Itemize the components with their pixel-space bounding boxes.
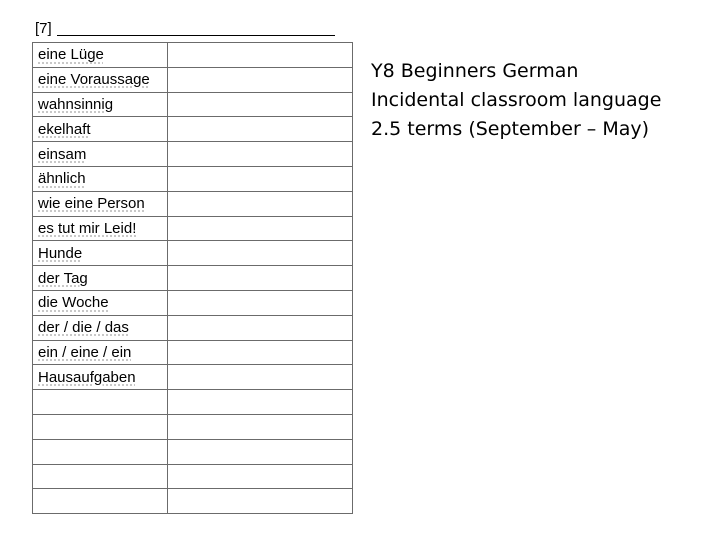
table-row: [33, 414, 353, 439]
table-row: [33, 340, 353, 365]
vocab-term: eine Voraussage: [38, 71, 150, 89]
vocab-term-cell: [33, 315, 168, 340]
vocab-term-cell: [33, 191, 168, 216]
answer-cell[interactable]: [168, 216, 353, 241]
table-row: [33, 166, 353, 191]
vocab-term-cell: [33, 489, 168, 514]
table-row: [33, 216, 353, 241]
answer-cell[interactable]: [168, 117, 353, 142]
table-row: [33, 191, 353, 216]
vocabulary-table: [32, 42, 353, 514]
answer-cell[interactable]: [168, 439, 353, 464]
vocab-term-cell: [33, 290, 168, 315]
answer-cell[interactable]: [168, 92, 353, 117]
vocab-term-cell: [33, 340, 168, 365]
table-row: [33, 464, 353, 489]
table-row: [33, 43, 353, 68]
table-row: [33, 390, 353, 415]
vocab-term-cell: [33, 266, 168, 291]
worksheet-number: [7]: [35, 20, 52, 37]
answer-cell[interactable]: [168, 290, 353, 315]
answer-cell[interactable]: [168, 43, 353, 68]
vocab-term-cell: [33, 216, 168, 241]
answer-cell[interactable]: [168, 191, 353, 216]
vocab-term-cell: [33, 67, 168, 92]
vocab-term-cell: [33, 439, 168, 464]
vocab-term-cell: [33, 142, 168, 167]
vocab-term: es tut mir Leid!: [38, 219, 137, 237]
answer-cell[interactable]: [168, 166, 353, 191]
vocab-term-cell: [33, 117, 168, 142]
vocab-term: eine Lüge: [38, 46, 104, 64]
table-row: [33, 92, 353, 117]
vocab-term-cell: [33, 241, 168, 266]
worksheet-header: [35, 16, 335, 38]
answer-cell[interactable]: [168, 142, 353, 167]
course-subtitle: Incidental classroom language: [371, 89, 662, 111]
course-title: Y8 Beginners German: [371, 60, 579, 82]
answer-cell[interactable]: [168, 489, 353, 514]
vocab-term: einsam: [38, 145, 87, 163]
table-row: [33, 142, 353, 167]
course-duration: 2.5 terms (September – May): [371, 118, 650, 140]
vocab-term: ein / eine / ein: [38, 343, 132, 361]
vocab-term-cell: [33, 166, 168, 191]
vocab-term-cell: [33, 464, 168, 489]
name-blank-line: [57, 35, 335, 36]
answer-cell[interactable]: [168, 241, 353, 266]
answer-cell[interactable]: [168, 315, 353, 340]
table-row: [33, 439, 353, 464]
table-row: [33, 365, 353, 390]
table-row: [33, 67, 353, 92]
answer-cell[interactable]: [168, 266, 353, 291]
course-info: [371, 57, 711, 144]
vocab-term: der Tag: [38, 269, 88, 287]
table-row: [33, 266, 353, 291]
vocab-term: der / die / das: [38, 319, 129, 337]
table-row: [33, 315, 353, 340]
vocab-term-cell: [33, 390, 168, 415]
answer-cell[interactable]: [168, 390, 353, 415]
vocab-term-cell: [33, 92, 168, 117]
answer-cell[interactable]: [168, 67, 353, 92]
table-row: [33, 117, 353, 142]
answer-cell[interactable]: [168, 414, 353, 439]
vocab-term: Hunde: [38, 244, 83, 262]
answer-cell[interactable]: [168, 365, 353, 390]
vocab-term-cell: [33, 414, 168, 439]
vocab-term-cell: [33, 365, 168, 390]
vocab-term: Hausaufgaben: [38, 368, 136, 386]
table-row: [33, 290, 353, 315]
vocab-term: ekelhaft: [38, 120, 91, 138]
answer-cell[interactable]: [168, 340, 353, 365]
answer-cell[interactable]: [168, 464, 353, 489]
vocabulary-table-body: [33, 43, 353, 514]
vocab-term: ähnlich: [38, 170, 86, 188]
vocab-term-cell: [33, 43, 168, 68]
vocab-term: wahnsinnig: [38, 95, 114, 113]
table-row: [33, 241, 353, 266]
vocab-term: wie eine Person: [38, 195, 145, 213]
table-row: [33, 489, 353, 514]
vocab-term: die Woche: [38, 294, 109, 312]
